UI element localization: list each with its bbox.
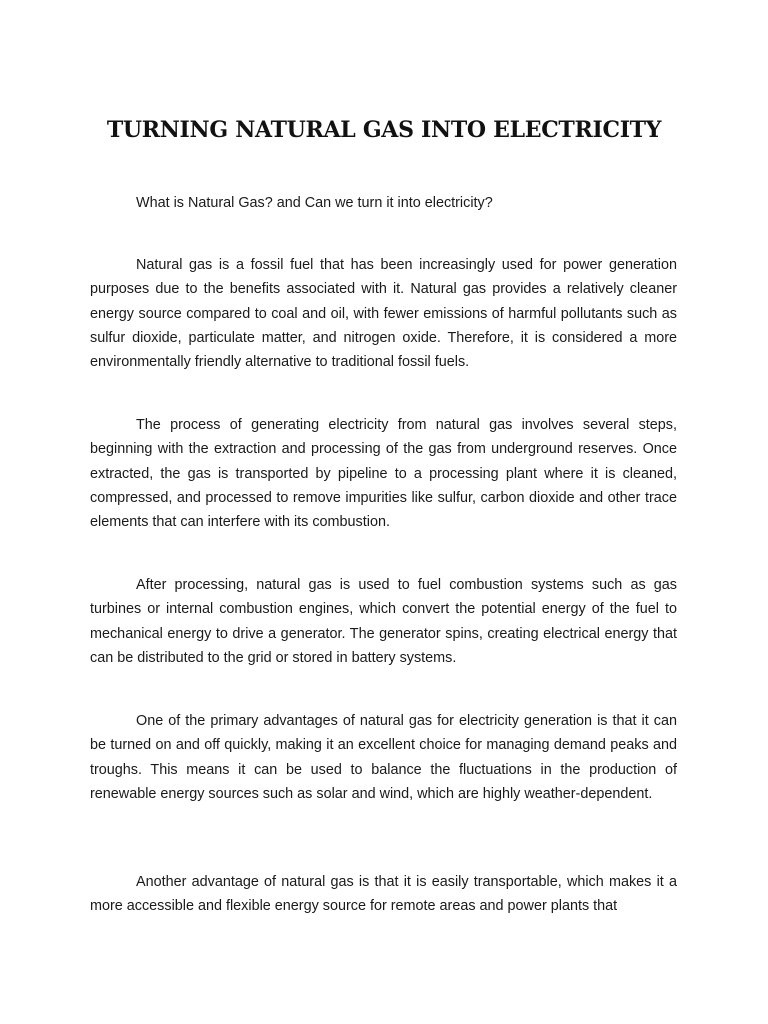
paragraph-4: One of the primary advantages of natural gas for electricity generation is that it can be turned on and off quickly, making it an excellent choice for managing demand peaks and troughs. This means it can be used to balance the fluctuations in the production of renewable energy sources such as solar and wind, which are highly weather-dependent.: [90, 713, 677, 802]
document-title: TURNING NATURAL GAS INTO ELECTRICITY: [106, 117, 662, 143]
paragraph-5: Another advantage of natural gas is that it is easily transportable, which makes it a more accessible and flexible energy source for remote areas and power plants that: [90, 874, 677, 915]
paragraph-1: Natural gas is a fossil fuel that has been increasingly used for power generation purposes due to the benefits associated with it. Natural gas provides a relatively cleaner energy source compared to coal and oil, with fewer emissions of harmful pollutants such as sulfur dioxide, particulate matter, and nitrogen oxide. Therefore, it is considered a more environmentally friendly alternative to traditional fossil fuels.: [90, 257, 677, 371]
paragraph-2: The process of generating electricity from natural gas involves several steps, beginning with the extraction and processing of the gas from underground reserves. Once extracted, the gas is transported by pipeline to a processing plant where it is cleaned, compressed, and processed to remove impurities like sulfur, carbon dioxide and other trace elements that can interfere with its combustion.: [90, 417, 677, 531]
intro-question: What is Natural Gas? and Can we turn it into electricity?: [136, 195, 493, 211]
paragraph-3: After processing, natural gas is used to fuel combustion systems such as gas turbines or internal combustion engines, which convert the potential energy of the fuel to mechanical energy to drive a generator. The generator spins, creating electrical energy that can be distributed to the grid or stored in battery systems.: [90, 577, 677, 666]
